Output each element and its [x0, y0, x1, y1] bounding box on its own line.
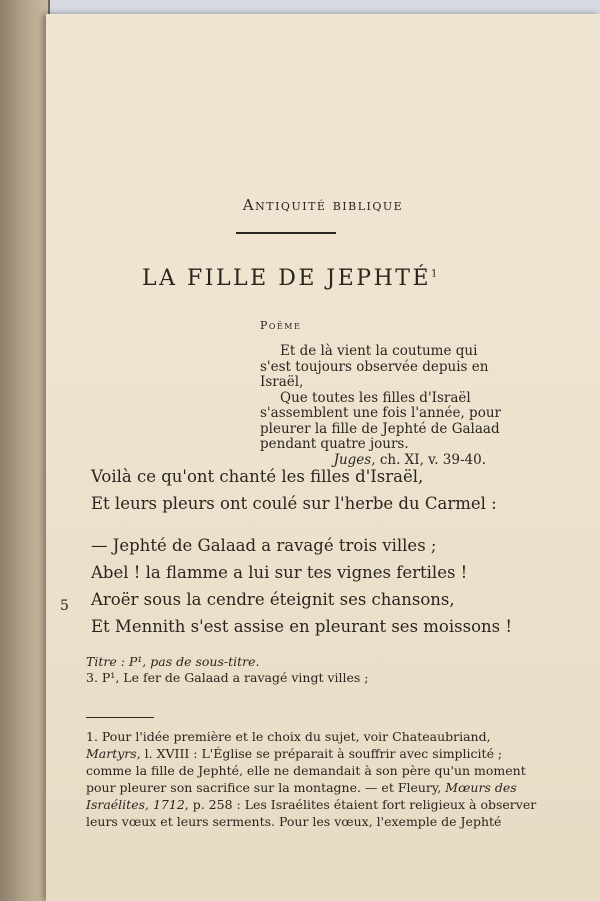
epigraph-line: Et de là vient la coutume qui [280, 343, 478, 359]
footnote-italic: Mœurs des [445, 780, 517, 795]
verse-line: Voilà ce qu'ont chanté les filles d'Israël, [91, 467, 424, 486]
left-page-edge [0, 0, 50, 901]
footnote-italic: Israélites, 1712 [86, 797, 185, 812]
variant-note [86, 654, 260, 669]
epigraph-line: pleurer la fille de Jephté de Galaad [260, 420, 500, 437]
footnote-line: leurs vœux et leurs serments. Pour les vœux, l'exemple de Jephté [86, 814, 502, 829]
verse-line: Et Mennith s'est assise en pleurant ses moissons ! [91, 617, 512, 636]
variant-text: pas de sous-titre. [146, 654, 260, 669]
epigraph-line: Que toutes les filles d'Israël [280, 389, 471, 406]
footnote-line [86, 796, 537, 813]
footnote-text: , p. 258 : Les Israélites étaient fort religieux à observer [184, 797, 537, 812]
footnote-text: pour pleurer son sacrifice sur la montagne. — et Fleury, [86, 780, 446, 795]
poem-title [142, 266, 522, 291]
epigraph-line: Israël, [260, 374, 304, 390]
footnote-line [86, 779, 526, 796]
footnote-rule [86, 717, 154, 718]
subtitle: Poëme [260, 319, 302, 332]
reference-book: Juges [333, 451, 372, 468]
verse-line: Aroër sous la cendre éteignit ses chansons, [91, 590, 455, 609]
verse-line: — Jephté de Galaad a ravagé trois villes ; [91, 536, 437, 555]
epigraph [260, 343, 501, 468]
epigraph-line: pendant quatre jours. [260, 436, 409, 452]
header-rule [236, 232, 336, 234]
footnote-italic: Martyrs [86, 746, 137, 761]
footnote-line [86, 745, 526, 762]
book-page [46, 14, 600, 901]
epigraph-line: s'est toujours observée depuis en [260, 358, 489, 375]
verse-line: Abel ! la flamme a lui sur tes vignes fertiles ! [91, 563, 468, 582]
reference-chapter: , ch. XI, v. 39-40. [371, 451, 486, 468]
variant-label: Titre : P¹, [86, 654, 147, 669]
epigraph-line: s'assemblent une fois l'année, pour [260, 405, 501, 421]
title-footnote-marker: 1 [431, 268, 440, 280]
footnote-line: 1. Pour l'idée première et le choix du sujet, voir Chateaubriand, [86, 729, 491, 744]
title-text: LA FILLE DE JEPHTÉ [142, 266, 432, 291]
epigraph-reference [260, 453, 490, 469]
running-head: Antiquité biblique [242, 196, 404, 214]
verse-line: Et leurs pleurs ont coulé sur l'herbe du Carmel : [91, 494, 497, 513]
footnote-text: , l. XVIII : L'Église se préparait à souffrir avec simplicité ; [136, 746, 503, 761]
line-number: 5 [60, 598, 69, 614]
footnote-line: comme la fille de Jephté, elle ne demandait à son père qu'un moment [86, 763, 526, 778]
variant-note: 3. P¹, Le fer de Galaad a ravagé vingt villes ; [86, 670, 369, 685]
